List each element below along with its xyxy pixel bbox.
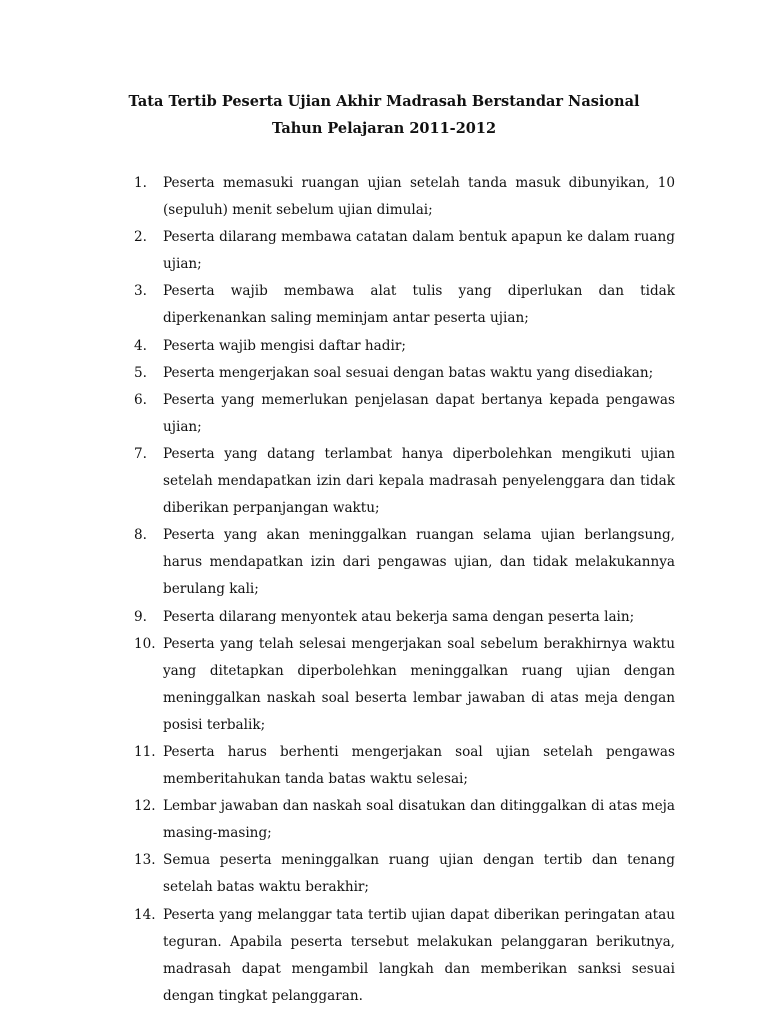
rule-text: Peserta yang akan meninggalkan ruangan selama ujian berlangsung, harus mendapatkan izin dari pengawas ujian, dan tidak melakukannya berulang kali; [163,527,675,598]
rule-number: 6. [134,391,147,408]
rule-item [134,631,675,739]
rule-text: Peserta yang melanggar tata tertib ujian dapat diberikan peringatan atau teguran. Apabila peserta tersebut melakukan pelanggaran berikutnya, madrasah dapat mengambil langkah dan memberikan sanksi sesuai dengan tingkat pelanggaran. [163,906,675,1004]
rule-text: Lembar jawaban dan naskah soal disatukan dan ditinggalkan di atas meja masing-masing; [163,798,675,842]
rule-text: Semua peserta meninggalkan ruang ujian dengan tertib dan tenang setelah batas waktu berakhir; [163,852,675,896]
rule-item [134,441,675,522]
rule-number: 7. [134,445,147,462]
rule-number: 1. [134,175,147,191]
rule-item [134,793,675,847]
rule-text: Peserta harus berhenti mengerjakan soal ujian setelah pengawas memberitahukan tanda batas waktu selesai; [163,743,675,788]
rule-text: Peserta mengerjakan soal sesuai dengan batas waktu yang disediakan; [163,364,654,381]
rule-text: Peserta dilarang menyontek atau bekerja sama dengan peserta lain; [163,608,635,625]
rule-number: 9. [134,608,147,625]
rule-number: 12. [134,798,156,815]
rule-number: 2. [134,229,147,246]
rule-number: 5. [134,364,147,381]
rule-number: 14. [134,906,156,923]
rule-number: 8. [134,527,147,544]
rule-item [134,278,675,332]
rule-text: Peserta dilarang membawa catatan dalam bentuk apapun ke dalam ruang ujian; [163,229,675,273]
rule-item [134,224,675,278]
rule-number: 3. [134,283,147,300]
rule-item [134,847,675,901]
rule-number: 4. [134,337,147,354]
rule-text: Peserta yang telah selesai mengerjakan soal sebelum berakhirnya waktu yang ditetapkan diperbolehkan meninggalkan ruang ujian dengan meninggalkan naskah soal beserta lembar jawaban di atas meja dengan posisi terbalik; [163,635,675,733]
rule-number: 10. [134,635,156,652]
rule-item [134,739,675,793]
rule-number: 13. [134,852,156,869]
rule-text: Peserta yang datang terlambat hanya diperbolehkan mengikuti ujian setelah mendapatkan izin dari kepala madrasah penyelenggara dan tidak diberikan perpanjangan waktu; [163,445,675,517]
document-title: Tata Tertib Peserta Ujian Akhir Madrasah Berstandar Nasional [128,93,640,110]
rule-item [134,522,675,603]
rule-item [134,170,675,224]
rule-item [134,604,675,631]
rule-item [134,360,675,387]
rules-list [134,170,675,1010]
rule-text: Peserta yang memerlukan penjelasan dapat bertanya kepada pengawas ujian; [163,391,675,435]
rule-number: 11. [134,743,156,760]
rule-text: Peserta wajib membawa alat tulis yang diperlukan dan tidak diperkenankan saling meminjam antar peserta ujian; [163,283,675,327]
rule-item [134,387,675,441]
rule-text: Peserta memasuki ruangan ujian setelah tanda masuk dibunyikan, 10 (sepuluh) menit sebelum ujian dimulai; [163,175,675,219]
document-subtitle: Tahun Pelajaran 2011-2012 [271,120,497,137]
rule-item [134,333,675,360]
rule-text: Peserta wajib mengisi daftar hadir; [163,337,406,354]
rule-item [134,902,675,1010]
